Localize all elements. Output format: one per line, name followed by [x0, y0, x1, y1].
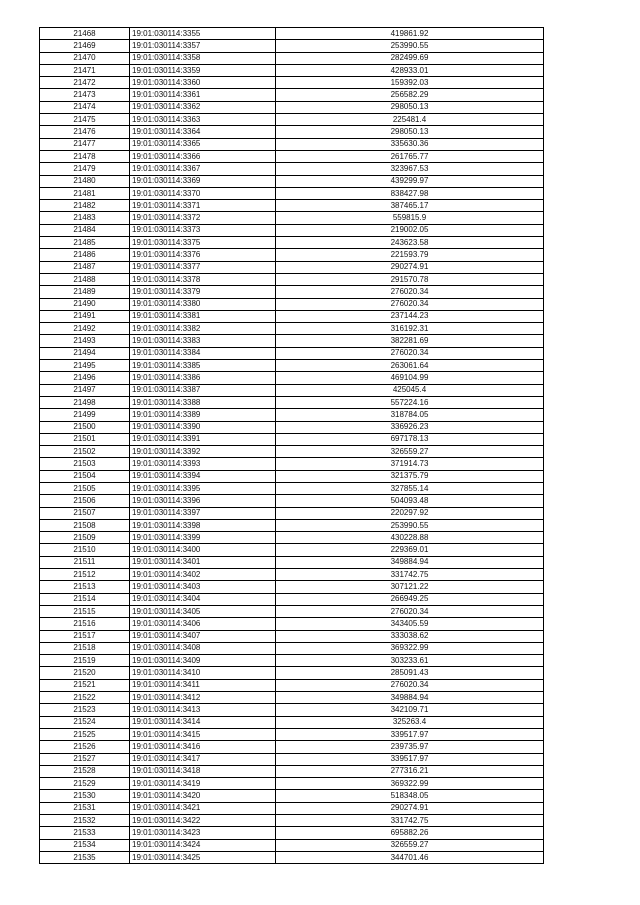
cadastral-number-cell: 19:01:030114:3387: [130, 384, 276, 396]
value-cell: 266949.25: [276, 593, 544, 605]
row-number-cell: 21508: [40, 519, 130, 531]
row-number-cell: 21529: [40, 778, 130, 790]
value-cell: 838427.98: [276, 187, 544, 199]
cadastral-number-cell: 19:01:030114:3405: [130, 605, 276, 617]
cadastral-number-cell: 19:01:030114:3372: [130, 212, 276, 224]
value-cell: 276020.34: [276, 605, 544, 617]
table-row: [40, 692, 544, 704]
value-cell: 159392.03: [276, 77, 544, 89]
table-row: [40, 409, 544, 421]
table-row: [40, 851, 544, 863]
row-number-cell: 21516: [40, 618, 130, 630]
table-row: [40, 507, 544, 519]
table-row: [40, 433, 544, 445]
table-row: [40, 790, 544, 802]
cadastral-number-cell: 19:01:030114:3415: [130, 728, 276, 740]
value-cell: 316192.31: [276, 323, 544, 335]
table-row: [40, 741, 544, 753]
cadastral-number-cell: 19:01:030114:3367: [130, 163, 276, 175]
value-cell: 430228.88: [276, 532, 544, 544]
row-number-cell: 21515: [40, 605, 130, 617]
table-row: [40, 335, 544, 347]
row-number-cell: 21505: [40, 482, 130, 494]
table-row: [40, 114, 544, 126]
table-row: [40, 458, 544, 470]
row-number-cell: 21518: [40, 642, 130, 654]
row-number-cell: 21500: [40, 421, 130, 433]
value-cell: 428933.01: [276, 64, 544, 76]
value-cell: 229369.01: [276, 544, 544, 556]
row-number-cell: 21533: [40, 827, 130, 839]
data-table: [39, 27, 544, 864]
cadastral-number-cell: 19:01:030114:3361: [130, 89, 276, 101]
value-cell: 291570.78: [276, 273, 544, 285]
cadastral-number-cell: 19:01:030114:3357: [130, 40, 276, 52]
cadastral-number-cell: 19:01:030114:3394: [130, 470, 276, 482]
cadastral-number-cell: 19:01:030114:3422: [130, 815, 276, 827]
cadastral-number-cell: 19:01:030114:3386: [130, 372, 276, 384]
row-number-cell: 21519: [40, 655, 130, 667]
table-row: [40, 802, 544, 814]
cadastral-number-cell: 19:01:030114:3388: [130, 396, 276, 408]
cadastral-number-cell: 19:01:030114:3384: [130, 347, 276, 359]
cadastral-number-cell: 19:01:030114:3389: [130, 409, 276, 421]
cadastral-number-cell: 19:01:030114:3392: [130, 446, 276, 458]
cadastral-number-cell: 19:01:030114:3411: [130, 679, 276, 691]
value-cell: 331742.75: [276, 815, 544, 827]
table-row: [40, 360, 544, 372]
table-row: [40, 138, 544, 150]
row-number-cell: 21527: [40, 753, 130, 765]
cadastral-number-cell: 19:01:030114:3395: [130, 482, 276, 494]
table-row: [40, 40, 544, 52]
row-number-cell: 21473: [40, 89, 130, 101]
value-cell: 307121.22: [276, 581, 544, 593]
value-cell: 276020.34: [276, 347, 544, 359]
value-cell: 695882.26: [276, 827, 544, 839]
table-row: [40, 384, 544, 396]
table-row: [40, 150, 544, 162]
cadastral-number-cell: 19:01:030114:3366: [130, 150, 276, 162]
value-cell: 225481.4: [276, 114, 544, 126]
table-row: [40, 815, 544, 827]
cadastral-number-cell: 19:01:030114:3360: [130, 77, 276, 89]
row-number-cell: 21483: [40, 212, 130, 224]
table-row: [40, 470, 544, 482]
value-cell: 371914.73: [276, 458, 544, 470]
value-cell: 339517.97: [276, 753, 544, 765]
value-cell: 253990.55: [276, 519, 544, 531]
table-row: [40, 421, 544, 433]
value-cell: 504093.48: [276, 495, 544, 507]
table-row: [40, 519, 544, 531]
value-cell: 369322.99: [276, 778, 544, 790]
table-row: [40, 372, 544, 384]
value-cell: 321375.79: [276, 470, 544, 482]
value-cell: 253990.55: [276, 40, 544, 52]
value-cell: 323967.53: [276, 163, 544, 175]
cadastral-number-cell: 19:01:030114:3409: [130, 655, 276, 667]
value-cell: 220297.92: [276, 507, 544, 519]
value-cell: 239735.97: [276, 741, 544, 753]
table-row: [40, 532, 544, 544]
cadastral-number-cell: 19:01:030114:3417: [130, 753, 276, 765]
value-cell: 382281.69: [276, 335, 544, 347]
table-row: [40, 778, 544, 790]
row-number-cell: 21509: [40, 532, 130, 544]
table-row: [40, 52, 544, 64]
row-number-cell: 21530: [40, 790, 130, 802]
row-number-cell: 21468: [40, 28, 130, 40]
table-row: [40, 101, 544, 113]
table-row: [40, 581, 544, 593]
value-cell: 290274.91: [276, 802, 544, 814]
cadastral-number-cell: 19:01:030114:3373: [130, 224, 276, 236]
cadastral-number-cell: 19:01:030114:3408: [130, 642, 276, 654]
row-number-cell: 21497: [40, 384, 130, 396]
table-row: [40, 347, 544, 359]
row-number-cell: 21525: [40, 728, 130, 740]
cadastral-number-cell: 19:01:030114:3425: [130, 851, 276, 863]
value-cell: 557224.16: [276, 396, 544, 408]
value-cell: 333038.62: [276, 630, 544, 642]
cadastral-number-cell: 19:01:030114:3414: [130, 716, 276, 728]
value-cell: 518348.05: [276, 790, 544, 802]
value-cell: 237144.23: [276, 310, 544, 322]
row-number-cell: 21477: [40, 138, 130, 150]
row-number-cell: 21506: [40, 495, 130, 507]
cadastral-number-cell: 19:01:030114:3358: [130, 52, 276, 64]
value-cell: 276020.34: [276, 286, 544, 298]
cadastral-number-cell: 19:01:030114:3398: [130, 519, 276, 531]
row-number-cell: 21478: [40, 150, 130, 162]
table-row: [40, 298, 544, 310]
cadastral-number-cell: 19:01:030114:3418: [130, 765, 276, 777]
cadastral-number-cell: 19:01:030114:3397: [130, 507, 276, 519]
row-number-cell: 21490: [40, 298, 130, 310]
table-row: [40, 556, 544, 568]
row-number-cell: 21499: [40, 409, 130, 421]
row-number-cell: 21471: [40, 64, 130, 76]
table-row: [40, 200, 544, 212]
cadastral-number-cell: 19:01:030114:3413: [130, 704, 276, 716]
row-number-cell: 21485: [40, 237, 130, 249]
cadastral-number-cell: 19:01:030114:3403: [130, 581, 276, 593]
value-cell: 263061.64: [276, 360, 544, 372]
cadastral-number-cell: 19:01:030114:3412: [130, 692, 276, 704]
cadastral-number-cell: 19:01:030114:3390: [130, 421, 276, 433]
cadastral-number-cell: 19:01:030114:3364: [130, 126, 276, 138]
cadastral-number-cell: 19:01:030114:3399: [130, 532, 276, 544]
row-number-cell: 21492: [40, 323, 130, 335]
value-cell: 325263.4: [276, 716, 544, 728]
cadastral-number-cell: 19:01:030114:3416: [130, 741, 276, 753]
value-cell: 221593.79: [276, 249, 544, 261]
row-number-cell: 21528: [40, 765, 130, 777]
table-row: [40, 249, 544, 261]
table-row: [40, 237, 544, 249]
row-number-cell: 21494: [40, 347, 130, 359]
value-cell: 318784.05: [276, 409, 544, 421]
row-number-cell: 21484: [40, 224, 130, 236]
cadastral-number-cell: 19:01:030114:3421: [130, 802, 276, 814]
table-row: [40, 310, 544, 322]
row-number-cell: 21535: [40, 851, 130, 863]
cadastral-number-cell: 19:01:030114:3365: [130, 138, 276, 150]
cadastral-number-cell: 19:01:030114:3391: [130, 433, 276, 445]
value-cell: 256582.29: [276, 89, 544, 101]
table-row: [40, 642, 544, 654]
table-row: [40, 827, 544, 839]
table-row: [40, 716, 544, 728]
table-row: [40, 593, 544, 605]
value-cell: 339517.97: [276, 728, 544, 740]
value-cell: 335630.36: [276, 138, 544, 150]
value-cell: 419861.92: [276, 28, 544, 40]
cadastral-number-cell: 19:01:030114:3379: [130, 286, 276, 298]
cadastral-number-cell: 19:01:030114:3419: [130, 778, 276, 790]
table-row: [40, 126, 544, 138]
row-number-cell: 21498: [40, 396, 130, 408]
table-row: [40, 728, 544, 740]
value-cell: 261765.77: [276, 150, 544, 162]
value-cell: 326559.27: [276, 446, 544, 458]
row-number-cell: 21520: [40, 667, 130, 679]
table-row: [40, 446, 544, 458]
value-cell: 697178.13: [276, 433, 544, 445]
cadastral-number-cell: 19:01:030114:3396: [130, 495, 276, 507]
row-number-cell: 21489: [40, 286, 130, 298]
value-cell: 298050.13: [276, 101, 544, 113]
row-number-cell: 21531: [40, 802, 130, 814]
value-cell: 303233.61: [276, 655, 544, 667]
row-number-cell: 21523: [40, 704, 130, 716]
row-number-cell: 21495: [40, 360, 130, 372]
cadastral-number-cell: 19:01:030114:3404: [130, 593, 276, 605]
row-number-cell: 21479: [40, 163, 130, 175]
row-number-cell: 21488: [40, 273, 130, 285]
row-number-cell: 21507: [40, 507, 130, 519]
row-number-cell: 21504: [40, 470, 130, 482]
cadastral-number-cell: 19:01:030114:3382: [130, 323, 276, 335]
table-row: [40, 569, 544, 581]
row-number-cell: 21476: [40, 126, 130, 138]
cadastral-number-cell: 19:01:030114:3377: [130, 261, 276, 273]
value-cell: 344701.46: [276, 851, 544, 863]
table-row: [40, 89, 544, 101]
cadastral-number-cell: 19:01:030114:3393: [130, 458, 276, 470]
cadastral-number-cell: 19:01:030114:3359: [130, 64, 276, 76]
table-row: [40, 163, 544, 175]
table-row: [40, 323, 544, 335]
row-number-cell: 21472: [40, 77, 130, 89]
cadastral-number-cell: 19:01:030114:3402: [130, 569, 276, 581]
cadastral-number-cell: 19:01:030114:3363: [130, 114, 276, 126]
table-row: [40, 495, 544, 507]
table-row: [40, 396, 544, 408]
row-number-cell: 21474: [40, 101, 130, 113]
cadastral-number-cell: 19:01:030114:3410: [130, 667, 276, 679]
row-number-cell: 21514: [40, 593, 130, 605]
row-number-cell: 21486: [40, 249, 130, 261]
cadastral-number-cell: 19:01:030114:3369: [130, 175, 276, 187]
value-cell: 387465.17: [276, 200, 544, 212]
value-cell: 469104.99: [276, 372, 544, 384]
cadastral-number-cell: 19:01:030114:3378: [130, 273, 276, 285]
cadastral-number-cell: 19:01:030114:3420: [130, 790, 276, 802]
value-cell: 331742.75: [276, 569, 544, 581]
cadastral-number-cell: 19:01:030114:3406: [130, 618, 276, 630]
table-row: [40, 667, 544, 679]
cadastral-number-cell: 19:01:030114:3407: [130, 630, 276, 642]
cadastral-number-cell: 19:01:030114:3381: [130, 310, 276, 322]
value-cell: 277316.21: [276, 765, 544, 777]
cadastral-number-cell: 19:01:030114:3401: [130, 556, 276, 568]
table-row: [40, 618, 544, 630]
value-cell: 326559.27: [276, 839, 544, 851]
table-row: [40, 77, 544, 89]
value-cell: 219002.05: [276, 224, 544, 236]
row-number-cell: 21480: [40, 175, 130, 187]
row-number-cell: 21469: [40, 40, 130, 52]
table-row: [40, 679, 544, 691]
row-number-cell: 21503: [40, 458, 130, 470]
row-number-cell: 21510: [40, 544, 130, 556]
value-cell: 369322.99: [276, 642, 544, 654]
value-cell: 282499.69: [276, 52, 544, 64]
table-row: [40, 630, 544, 642]
table-row: [40, 273, 544, 285]
cadastral-number-cell: 19:01:030114:3400: [130, 544, 276, 556]
cadastral-number-cell: 19:01:030114:3371: [130, 200, 276, 212]
cadastral-number-cell: 19:01:030114:3355: [130, 28, 276, 40]
value-cell: 439299.97: [276, 175, 544, 187]
table-row: [40, 261, 544, 273]
cadastral-number-cell: 19:01:030114:3362: [130, 101, 276, 113]
table-row: [40, 187, 544, 199]
cadastral-number-cell: 19:01:030114:3423: [130, 827, 276, 839]
table-row: [40, 704, 544, 716]
value-cell: 342109.71: [276, 704, 544, 716]
row-number-cell: 21482: [40, 200, 130, 212]
row-number-cell: 21522: [40, 692, 130, 704]
cadastral-number-cell: 19:01:030114:3370: [130, 187, 276, 199]
row-number-cell: 21481: [40, 187, 130, 199]
value-cell: 349884.94: [276, 692, 544, 704]
row-number-cell: 21511: [40, 556, 130, 568]
row-number-cell: 21534: [40, 839, 130, 851]
value-cell: 349884.94: [276, 556, 544, 568]
value-cell: 290274.91: [276, 261, 544, 273]
table-row: [40, 544, 544, 556]
cadastral-number-cell: 19:01:030114:3375: [130, 237, 276, 249]
row-number-cell: 21470: [40, 52, 130, 64]
table-row: [40, 286, 544, 298]
row-number-cell: 21532: [40, 815, 130, 827]
row-number-cell: 21493: [40, 335, 130, 347]
row-number-cell: 21526: [40, 741, 130, 753]
value-cell: 298050.13: [276, 126, 544, 138]
table-row: [40, 224, 544, 236]
table-body: [40, 28, 544, 864]
table-row: [40, 765, 544, 777]
table-row: [40, 839, 544, 851]
cadastral-number-cell: 19:01:030114:3424: [130, 839, 276, 851]
value-cell: 336926.23: [276, 421, 544, 433]
value-cell: 276020.34: [276, 298, 544, 310]
value-cell: 343405.59: [276, 618, 544, 630]
row-number-cell: 21513: [40, 581, 130, 593]
table-row: [40, 64, 544, 76]
row-number-cell: 21475: [40, 114, 130, 126]
row-number-cell: 21487: [40, 261, 130, 273]
value-cell: 559815.9: [276, 212, 544, 224]
value-cell: 425045.4: [276, 384, 544, 396]
row-number-cell: 21517: [40, 630, 130, 642]
cadastral-number-cell: 19:01:030114:3385: [130, 360, 276, 372]
table-row: [40, 753, 544, 765]
table-row: [40, 655, 544, 667]
row-number-cell: 21501: [40, 433, 130, 445]
row-number-cell: 21491: [40, 310, 130, 322]
row-number-cell: 21524: [40, 716, 130, 728]
value-cell: 285091.43: [276, 667, 544, 679]
cadastral-number-cell: 19:01:030114:3380: [130, 298, 276, 310]
table-row: [40, 212, 544, 224]
row-number-cell: 21502: [40, 446, 130, 458]
row-number-cell: 21496: [40, 372, 130, 384]
table-row: [40, 605, 544, 617]
table-row: [40, 175, 544, 187]
table-row: [40, 28, 544, 40]
value-cell: 276020.34: [276, 679, 544, 691]
cadastral-number-cell: 19:01:030114:3383: [130, 335, 276, 347]
cadastral-number-cell: 19:01:030114:3376: [130, 249, 276, 261]
row-number-cell: 21521: [40, 679, 130, 691]
value-cell: 243623.58: [276, 237, 544, 249]
table-row: [40, 482, 544, 494]
row-number-cell: 21512: [40, 569, 130, 581]
value-cell: 327855.14: [276, 482, 544, 494]
